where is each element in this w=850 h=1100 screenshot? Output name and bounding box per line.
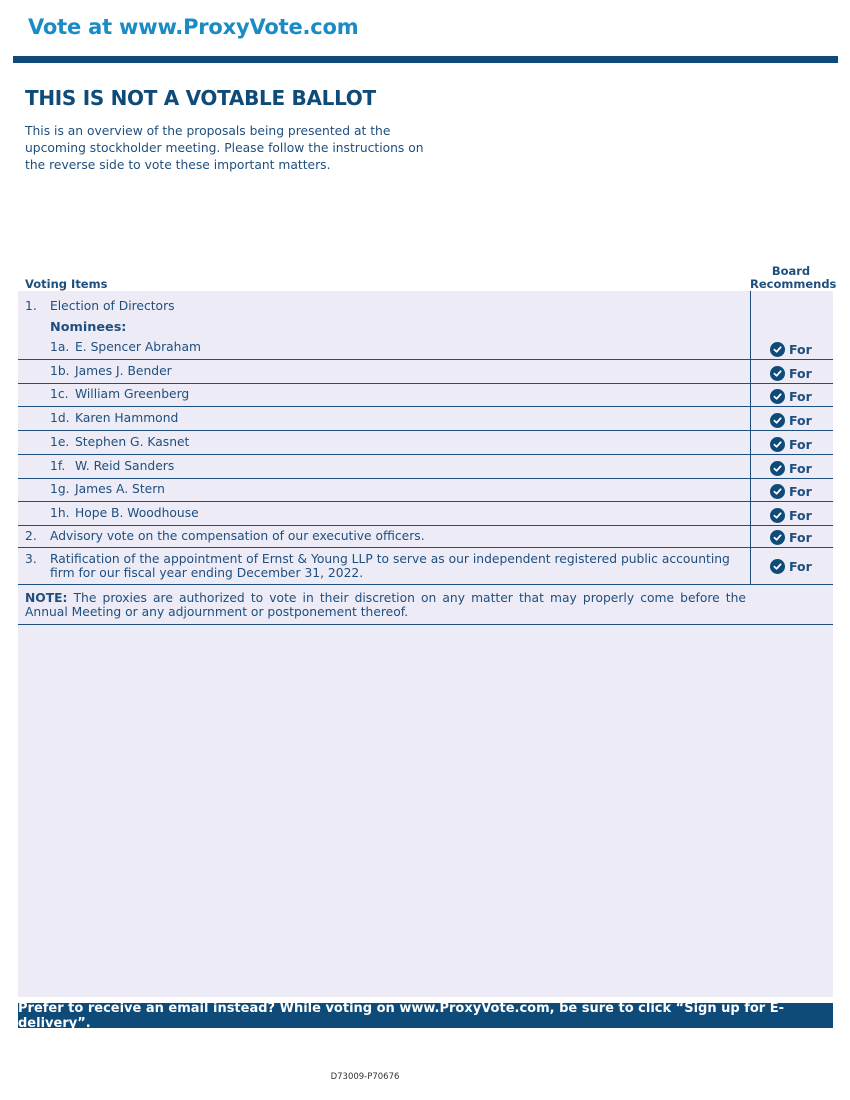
nominees-label: Nominees: (50, 320, 127, 335)
nominee-recommendation (770, 437, 812, 452)
item-3-recommendation (770, 559, 812, 574)
nominee-name: James A. Stern (75, 482, 165, 497)
row-divider (18, 430, 833, 431)
nominee-name: William Greenberg (75, 387, 190, 402)
nominee-recommendation (770, 484, 812, 499)
nominee-rec-label: For (789, 507, 812, 523)
item-3-text: Ratification of the appointment of Ernst & Young LLP to serve as our independent registered public accounting firm for our fiscal year ending December 31, 2022. (50, 552, 730, 580)
nominee-number: 1e. (50, 434, 70, 449)
recommendation-column-divider (750, 291, 751, 584)
check-circle-icon (770, 366, 785, 381)
nominee-number: 1b. (50, 363, 70, 378)
row-divider (18, 584, 833, 585)
check-circle-icon (770, 437, 785, 452)
nominee-recommendation (770, 413, 812, 428)
row-divider (18, 525, 833, 526)
edelivery-banner-text: Prefer to receive an email instead? While voting on www.ProxyVote.com, be sure to click “Sign up for E-delivery”. (18, 1000, 784, 1031)
nominee-row (50, 364, 172, 378)
nominee-rec-label: For (789, 342, 812, 357)
note-paragraph (25, 591, 746, 619)
row-divider (18, 547, 833, 548)
nominee-name: E. Spencer Abraham (75, 340, 201, 354)
vote-website-link[interactable]: Vote at www.ProxyVote.com (28, 15, 359, 39)
item-2-recommendation (770, 530, 812, 545)
document-code: D73009-P70676 (330, 1072, 400, 1082)
nominee-name: Hope B. Woodhouse (75, 505, 199, 520)
nominee-name: James J. Bender (75, 363, 172, 378)
nominee-recommendation (770, 461, 812, 476)
check-circle-icon (770, 484, 785, 499)
nominee-number: 1g. (50, 482, 70, 497)
note-text: The proxies are authorized to vote in their discretion on any matter that may properly come before the Annual Meeting or any adjournment or postponement thereof. (25, 591, 746, 619)
board-header-line2: Recommends (750, 277, 837, 291)
row-divider (18, 406, 833, 407)
intro-paragraph: This is an overview of the proposals being presented at the upcoming stockholder meeting. Please follow the instructions on the reverse side to vote these important matters. (25, 124, 424, 172)
check-circle-icon (770, 342, 785, 357)
board-header-line1: Board (771, 264, 811, 278)
nominee-name: W. Reid Sanders (75, 458, 175, 473)
check-circle-icon (770, 389, 785, 404)
check-circle-icon (770, 413, 785, 428)
item-2-rec-label: For (789, 530, 812, 545)
item-3 (25, 552, 750, 580)
nominee-row (50, 340, 201, 354)
edelivery-banner (18, 1000, 833, 1031)
row-divider (18, 478, 833, 479)
nominee-number: 1a. (50, 340, 70, 354)
nominee-recommendation (770, 508, 812, 523)
item-1 (25, 299, 175, 313)
row-divider (18, 454, 833, 455)
item-3-number: 3. (25, 552, 37, 566)
note-label: NOTE: (25, 591, 68, 605)
nominee-number: 1h. (50, 505, 70, 520)
row-divider (18, 501, 833, 502)
note-divider (18, 624, 833, 625)
nominee-number: 1f. (50, 458, 66, 473)
nominee-row (50, 459, 174, 473)
item-2-number: 2. (25, 529, 37, 543)
nominee-row (50, 482, 165, 496)
item-1-text: Election of Directors (50, 299, 175, 313)
nominee-row (50, 435, 189, 449)
nominee-rec-label: For (789, 436, 812, 452)
header-rule (13, 56, 838, 63)
nominee-rec-label: For (789, 413, 812, 429)
item-2 (25, 529, 425, 543)
nominee-recommendation (770, 342, 812, 357)
nominee-number: 1d. (50, 411, 70, 426)
item-2-text: Advisory vote on the compensation of our executive officers. (50, 529, 425, 543)
nominee-rec-label: For (789, 484, 812, 500)
row-divider (18, 359, 833, 360)
check-circle-icon (770, 508, 785, 523)
nominee-row (50, 411, 178, 425)
item-3-rec-label: For (789, 559, 812, 574)
row-divider (18, 383, 833, 384)
nominee-row (50, 387, 189, 401)
nominee-row (50, 506, 199, 520)
nominee-recommendation (770, 366, 812, 381)
check-circle-icon (770, 461, 785, 476)
check-circle-icon (770, 530, 785, 545)
nominee-number: 1c. (50, 387, 69, 402)
nominee-rec-label: For (789, 389, 812, 405)
check-circle-icon (770, 559, 785, 574)
board-recommends-header (750, 264, 837, 291)
nominee-name: Karen Hammond (75, 411, 179, 426)
item-1-number: 1. (25, 299, 37, 313)
nominee-rec-label: For (789, 460, 812, 476)
nominee-recommendation (770, 389, 812, 404)
nominee-rec-label: For (789, 365, 812, 381)
page-title: THIS IS NOT A VOTABLE BALLOT (25, 86, 376, 110)
nominee-name: Stephen G. Kasnet (75, 434, 190, 449)
voting-items-header: Voting Items (25, 277, 108, 291)
